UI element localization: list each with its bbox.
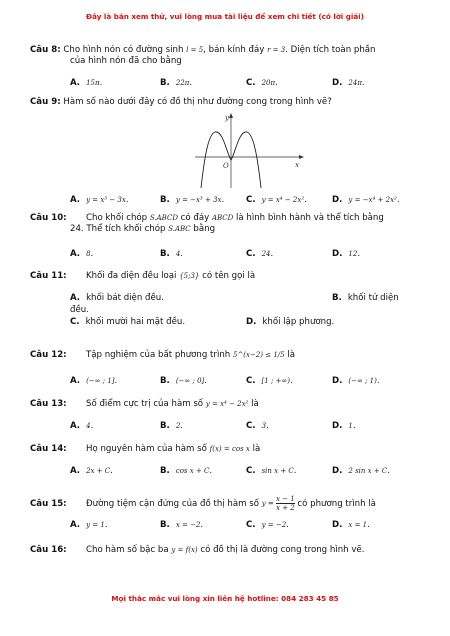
answer-option-d[interactable]: D. 2 sin x + C. [332,466,391,476]
math-expression: r = 3 [267,46,286,54]
question-text: , bán kính đáy [203,45,265,55]
answer-option-c[interactable]: C. 24. [246,249,274,259]
question-text: Khối đa diện đều loại [86,271,177,281]
math-expression: y = x⁴ − 2x² [205,400,249,408]
question-9 [30,96,422,108]
question-number: Câu 8: [30,45,61,55]
answer-option-b[interactable]: B. 2. [160,421,184,431]
question-text: Họ nguyên hàm của hàm số [86,444,207,454]
math-expression: ABCD [211,214,234,222]
question-number: Câu 13: [30,399,67,409]
question-15 [30,495,422,512]
x-axis-label: x [295,161,299,169]
answer-option-d[interactable]: D. 24π. [332,78,365,88]
question-text: Cho hàm số bậc ba [86,545,169,555]
question-text: Số điểm cực trị của hàm số [86,399,204,409]
x-axis-arrow [299,155,304,159]
answer-option-d[interactable]: D. y = −x⁴ + 2x². [332,195,400,205]
answer-option-b[interactable]: B. cos x + C. [160,466,213,476]
math-expression: S.ABCD [149,214,178,222]
question-number: Câu 16: [30,545,67,555]
math-expression: S.ABC [168,225,191,233]
answer-option-a[interactable]: A. 15π. [70,78,103,88]
answer-option-d[interactable]: D. 1. [332,421,356,431]
answer-option-b[interactable]: B. y = −x³ + 3x. [160,195,225,205]
question-14 [30,443,422,455]
question-text: Cho hình nón có đường sinh [63,45,184,55]
question-text: có đáy [180,213,210,223]
question-number: Câu 15: [30,499,67,509]
answer-option-d[interactable]: D. x = 1. [332,520,370,530]
question-text-cont: 24. Thể tích khối chóp S.ABC bằng [70,224,216,234]
preview-banner: Đây là bản xem thử, vui lòng mua tài liệu để xem chi tiết (có lời giải) [86,12,364,21]
question-text: có phương trình là [297,499,376,509]
answer-option-a[interactable]: A. y = 1. [70,520,108,530]
y-axis-arrow [229,113,233,118]
question-12 [30,349,422,361]
answer-option-a[interactable]: A. 2x + C. [70,466,113,476]
answer-option-b[interactable]: B. khối tứ diện [332,293,399,303]
answer-option-c[interactable]: C. 3. [246,421,269,431]
question-text: . Diện tích toàn phần [285,45,376,55]
math-expression: l = 5 [186,46,204,54]
question-text: Tập nghiệm của bất phương trình [86,350,231,360]
question-text: có đồ thị là đường cong trong hình vẽ. [200,545,365,555]
origin-label: O [223,162,229,170]
answer-option-b[interactable]: B. 22π. [160,78,193,88]
answer-option-a[interactable]: A. (−∞ ; 1]. [70,376,118,386]
answer-option-a[interactable]: A. khối bát diện đều. [70,293,164,303]
answer-option-c[interactable]: C. 20π. [246,78,278,88]
answer-option-d[interactable]: D. khối lập phương. [246,317,335,327]
answer-option-a[interactable]: A. y = x³ − 3x. [70,195,129,205]
math-expression: 5^(x−2) ≤ 1/5 [232,351,285,359]
answer-option-d[interactable]: D. (−∞ ; 1). [332,376,380,386]
answer-option-d[interactable]: D. 12. [332,249,361,259]
question-text: là [287,350,296,360]
question-number: Câu 9: [30,97,61,107]
question-13 [30,398,422,410]
answer-option-b[interactable]: B. x = −2. [160,520,204,530]
question-number: Câu 10: [30,213,67,223]
question-10 [30,212,422,224]
question-number: Câu 11: [30,271,67,281]
question-text: là [251,399,259,409]
question-number: Câu 12: [30,350,67,360]
question-number: Câu 14: [30,444,67,454]
answer-option-c[interactable]: C. [1 ; +∞). [246,376,293,386]
math-expression: y = $\frac{x - 1}{x + 2}$ [261,495,295,512]
question-text-cont: của hình nón đã cho bằng [70,56,182,66]
math-expression: y = f(x) [171,546,198,554]
question-text: có tên gọi là [202,271,256,281]
math-expression: {5;3} [179,272,200,280]
question-8 [30,44,422,56]
question-text: Hàm số nào dưới đây có đồ thị như đường cong trong hình vẽ? [63,97,332,107]
function-graph [195,112,305,188]
hotline-footer: Mọi thắc mắc vui lòng xin liên hệ hotline: 084 283 45 85 [111,594,339,603]
answer-option-a[interactable]: A. 8. [70,249,94,259]
answer-option-c[interactable]: C. sin x + C. [246,466,297,476]
answer-option-a[interactable]: A. 4. [70,421,94,431]
question-text: Cho khối chóp [86,213,148,223]
question-11 [30,270,422,282]
answer-option-b-wrap: đều. [70,305,89,315]
y-axis-label: y [225,114,229,122]
answer-option-c[interactable]: C. y = x⁴ − 2x². [246,195,307,205]
question-text: là hình bình hành và thể tích bằng [235,213,384,223]
answer-option-c[interactable]: C. y = −2. [246,520,289,530]
answer-option-b[interactable]: B. 4. [160,249,184,259]
math-expression: f(x) = cos x [209,445,250,453]
answer-option-b[interactable]: B. (−∞ ; 0]. [160,376,207,386]
question-text: Đường tiệm cận đứng của đồ thị hàm số [86,499,259,509]
question-text: là [252,444,261,454]
answer-option-c[interactable]: C. khối mười hai mặt đều. [70,317,186,327]
question-16 [30,544,422,556]
